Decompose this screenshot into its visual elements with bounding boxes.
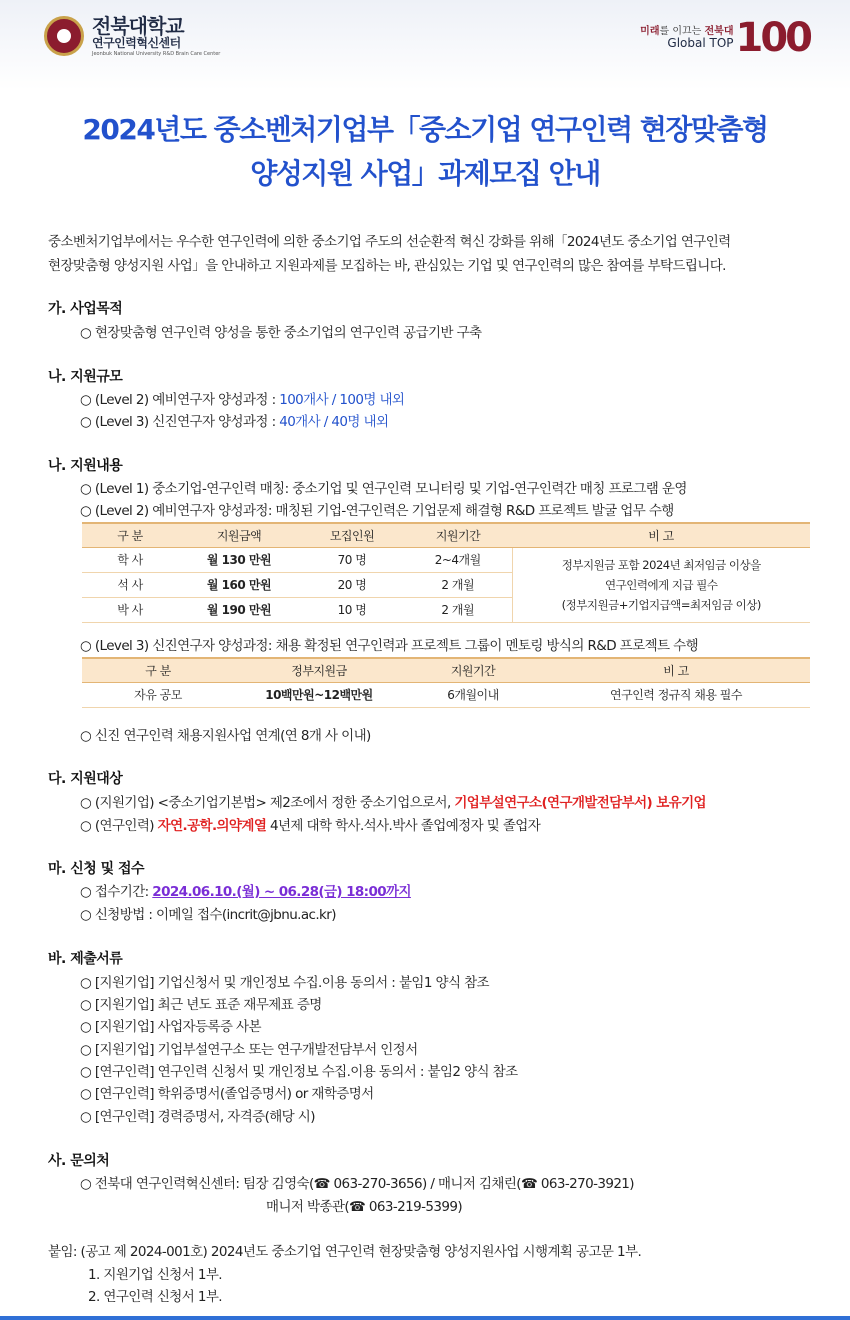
scale-item-level2: ○ (Level 2) 예비연구자 양성과정 : 100개사 / 100명 내외: [80, 392, 405, 408]
table-header-row: 구 분 지원금액 모집인원 지원기간 비 고: [82, 523, 810, 547]
table-row: 석 사 월 160 만원 20 명 2 개월: [82, 572, 810, 597]
annex-line-3: 2. 연구인력 신청서 1부.: [88, 1289, 222, 1305]
annex-line-1: 붙임: (공고 제 2024-001호) 2024년도 중소기업 연구인력 현장맞춤형 양성지원사업 시행계획 공고문 1부.: [48, 1244, 642, 1260]
intro-line-2: 현장맞춤형 양성지원 사업」을 안내하고 지원과제를 모집하는 바, 관심있는 기업 및 연구인력의 많은 참여를 부탁드립니다.: [48, 258, 726, 274]
section-heading-purpose: 가. 사업목적: [48, 301, 123, 317]
page-title: [0, 108, 850, 196]
slogan: 미래를 이끄는 전북대: [640, 25, 734, 37]
target-item-company: ○ (지원기업) <중소기업기본법> 제2조에서 정한 중소기업으로서, 기업부설연구소(연구개발전담부서) 보유기업: [80, 795, 706, 811]
section-heading-target: 다. 지원대상: [48, 771, 123, 787]
document-item: ○ [지원기업] 사업자등록증 사본: [80, 1019, 261, 1035]
table-row: 박 사 월 190 만원 10 명 2 개월: [82, 597, 810, 622]
title-line-1: 2024년도 중소벤처기업부「중소기업 연구인력 현장맞춤형: [82, 113, 768, 146]
section-heading-apply: 마. 신청 및 접수: [48, 861, 145, 877]
section-heading-content: 나. 지원내용: [48, 458, 123, 474]
table-row: 자유 공모 10백만원~12백만원 6개월이내 연구인력 정규직 채용 필수: [82, 682, 810, 707]
document-item: ○ [연구인력] 경력증명서, 자격증(해당 시): [80, 1109, 315, 1125]
level2-support-table: [82, 522, 810, 623]
table-row: 학 사 월 130 만원 70 명 2~4개월 정부지원금 포함 2024년 최저임금 이상을 연구인력에게 지급 필수 (정부지원금+기업지급액=최저임금 이상): [82, 547, 810, 572]
intro-paragraph: [48, 230, 818, 278]
global-top-text: Global TOP: [667, 35, 734, 50]
level3-support-table: [82, 657, 810, 708]
title-line-2: 양성지원 사업」과제모집 안내: [250, 157, 600, 190]
target-item-researcher: ○ (연구인력) 자연.공학.의약계열 4년제 대학 학사.석사.박사 졸업예정자 및 졸업자: [80, 818, 541, 834]
document-item: ○ [연구인력] 연구인력 신청서 및 개인정보 수집.이용 동의서 : 붙임2 양식 참조: [80, 1064, 518, 1080]
section-heading-contact: 사. 문의처: [48, 1153, 110, 1169]
center-english-name: Jeonbuk National University R&D Brain Care Center: [92, 50, 221, 57]
university-name: 전북대학교: [92, 14, 184, 38]
university-seal-icon: [44, 16, 84, 56]
annex-line-2: 1. 지원기업 신청서 1부.: [88, 1267, 222, 1283]
document-item: ○ [지원기업] 기업부설연구소 또는 연구개발전담부서 인정서: [80, 1042, 418, 1058]
hundred-mark: 100: [735, 15, 810, 61]
intro-line-1: 중소벤처기업부에서는 우수한 연구인력에 의한 중소기업 주도의 선순환적 혁신 강화를 위해「2024년도 중소기업 연구인력: [48, 234, 731, 250]
document-item: ○ [지원기업] 기업신청서 및 개인정보 수집.이용 동의서 : 붙임1 양식 참조: [80, 975, 489, 991]
content-item-linkage: ○ 신진 연구인력 채용지원사업 연계(연 8개 사 이내): [80, 728, 371, 744]
table-note: 정부지원금 포함 2024년 최저임금 이상을 연구인력에게 지급 필수 (정부지원금+기업지급액=최저임금 이상): [512, 547, 810, 622]
header-banner: [0, 0, 850, 90]
table-header-row: 구 분 정부지원금 지원기간 비 고: [82, 658, 810, 682]
contact-line-1: ○ 전북대 연구인력혁신센터: 팀장 김영숙(☎ 063-270-3656) / 매니저 김채린(☎ 063-270-3921): [80, 1176, 634, 1192]
content-item-level1: ○ (Level 1) 중소기업-연구인력 매칭: 중소기업 및 연구인력 모니터링 및 기업-연구인력간 매칭 프로그램 운영: [80, 481, 687, 497]
contact-line-2: 매니저 박종관(☎ 063-219-5399): [266, 1199, 463, 1215]
apply-period: ○ 접수기간: 2024.06.10.(월) ~ 06.28(금) 18:00까지: [80, 884, 411, 900]
apply-method: ○ 신청방법 : 이메일 접수(incrit@jbnu.ac.kr): [80, 907, 336, 923]
section-heading-scale: 나. 지원규모: [48, 369, 123, 385]
content-item-level3: ○ (Level 3) 신진연구자 양성과정: 채용 확정된 연구인력과 프로젝트 그룹이 멘토링 방식의 R&D 프로젝트 수행: [80, 638, 699, 654]
document-item: ○ [연구인력] 학위증명서(졸업증명서) or 재학증명서: [80, 1086, 374, 1102]
university-logo[interactable]: [44, 16, 220, 57]
content-item-level2: ○ (Level 2) 예비연구자 양성과정: 매칭된 기업-연구인력은 기업문제 해결형 R&D 프로젝트 발굴 업무 수행: [80, 503, 674, 519]
purpose-item: ○ 현장맞춤형 연구인력 양성을 통한 중소기업의 연구인력 공급기반 구축: [80, 325, 482, 341]
global-top-100-logo[interactable]: [640, 15, 810, 61]
center-name: 연구인력혁신센터: [92, 36, 181, 50]
scale-item-level3: ○ (Level 3) 신진연구자 양성과정 : 40개사 / 40명 내외: [80, 414, 389, 430]
bottom-accent-bar: [0, 1316, 850, 1320]
section-heading-documents: 바. 제출서류: [48, 951, 123, 967]
document-item: ○ [지원기업] 최근 년도 표준 재무제표 증명: [80, 997, 322, 1013]
